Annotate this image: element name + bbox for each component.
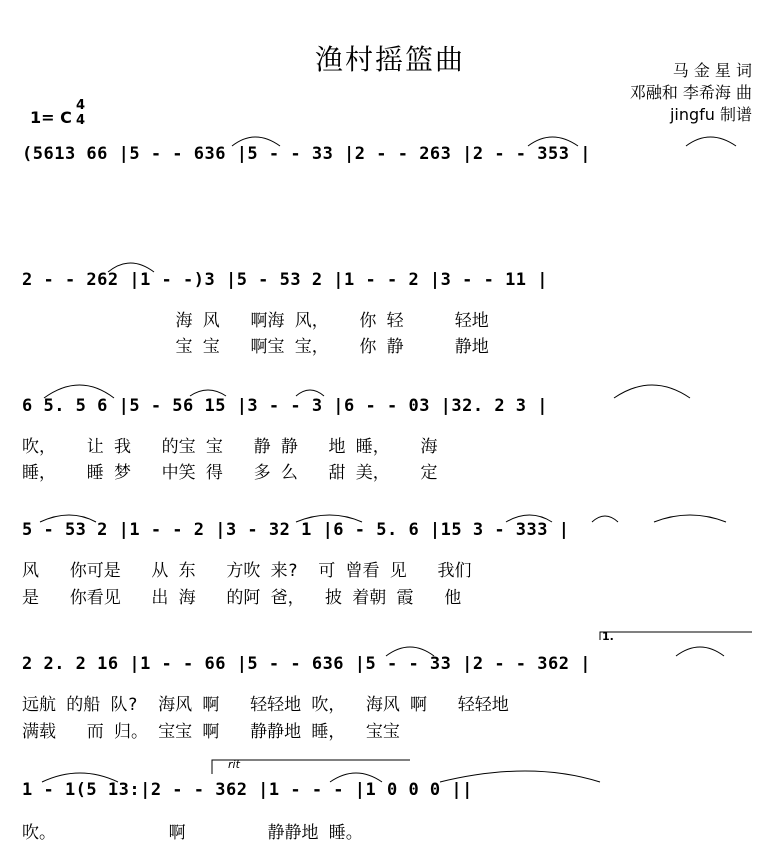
score-row-4-notes: 5 - 53 2 |1 - - 2 |3 - 32 1 |6 - 5. 6 |15 3 - 333 | [22, 520, 570, 540]
tie-slur [440, 771, 600, 782]
tie-slur [614, 385, 690, 398]
volta-1-label: 1. [602, 630, 614, 643]
score-row-3-notes: 6 5. 5 6 |5 - 56 15 |3 - - 3 |6 - - 03 |32. 2 3 | [22, 396, 549, 416]
triplet-slur [232, 137, 280, 146]
score-row-2-lyric-verse-2: 宝 宝 啊宝 宝， 你 静 静地 [22, 337, 489, 357]
score-row-1-notes: (5613 66 |5 - - 636 |5 - - 33 |2 - - 263 |2 - - 353 | [22, 144, 591, 164]
time-signature-bottom: 4 [76, 113, 86, 128]
tie-slur [506, 515, 552, 522]
composer-credit: 邓融和 李希海 曲 [629, 83, 752, 102]
score-row-2-lyric-verse-1: 海 风 啊海 风， 你 轻 轻地 [22, 311, 489, 331]
triplet-slur [108, 263, 154, 272]
tie-slur [44, 385, 114, 398]
tie-slur [296, 515, 362, 522]
tie-slur [42, 773, 118, 782]
score-row-4-lyric-verse-1: 风 你可是 从 东 方吹 来? 可 曾看 见 我们 [22, 561, 472, 581]
score-row-6-notes: 1 - 1(5 13:|2 - - 362 |1 - - - |1 0 0 0 || [22, 780, 473, 800]
score-row-6-lyric-verse-1: 吹。 啊 静静地 睡。 [22, 823, 363, 843]
transcriber-credit: jingfu 制谱 [669, 105, 752, 124]
tie-slur [654, 515, 726, 522]
score-row-5-notes: 2 2. 2 16 |1 - - 66 |5 - - 636 |5 - - 33 |2 - - 362 | [22, 654, 591, 674]
score-row-2-notes: 2 - - 262 |1 - -)3 |5 - 53 2 |1 - - 2 |3 - - 11 | [22, 270, 549, 290]
triplet-slur [686, 137, 736, 146]
score-row-3-lyric-verse-1: 吹， 让 我 的宝 宝 静 静 地 睡， 海 [22, 437, 438, 457]
triplet-slur [330, 773, 382, 782]
volta-bracket [600, 632, 752, 640]
triplet-slur [676, 647, 724, 656]
time-signature-top: 4 [76, 98, 86, 113]
key-signature: 1= C [30, 108, 72, 127]
tie-slur [592, 516, 618, 522]
score-row-5-lyric-verse-1: 远航 的船 队? 海风 啊 轻轻地 吹， 海风 啊 轻轻地 [22, 695, 509, 715]
triplet-slur [386, 647, 434, 656]
lyricist-credit: 马 金 星 词 [672, 61, 752, 80]
tie-slur [296, 390, 324, 396]
score-row-5-lyric-verse-2: 满载 而 归。 宝宝 啊 静静地 睡， 宝宝 [22, 722, 400, 742]
tie-slur [40, 515, 96, 522]
song-title: 渔村摇篮曲 [314, 43, 465, 76]
ritardando-bracket [212, 760, 410, 774]
score-row-4-lyric-verse-2: 是 你看见 出 海 的阿 爸， 披 着朝 霞 他 [22, 588, 462, 608]
ritardando-mark: rit [228, 758, 240, 771]
tie-slur [190, 390, 226, 396]
triplet-slur [528, 137, 578, 146]
score-row-3-lyric-verse-2: 睡， 睡 梦 中笑 得 多 么 甜 美， 定 [22, 463, 438, 483]
